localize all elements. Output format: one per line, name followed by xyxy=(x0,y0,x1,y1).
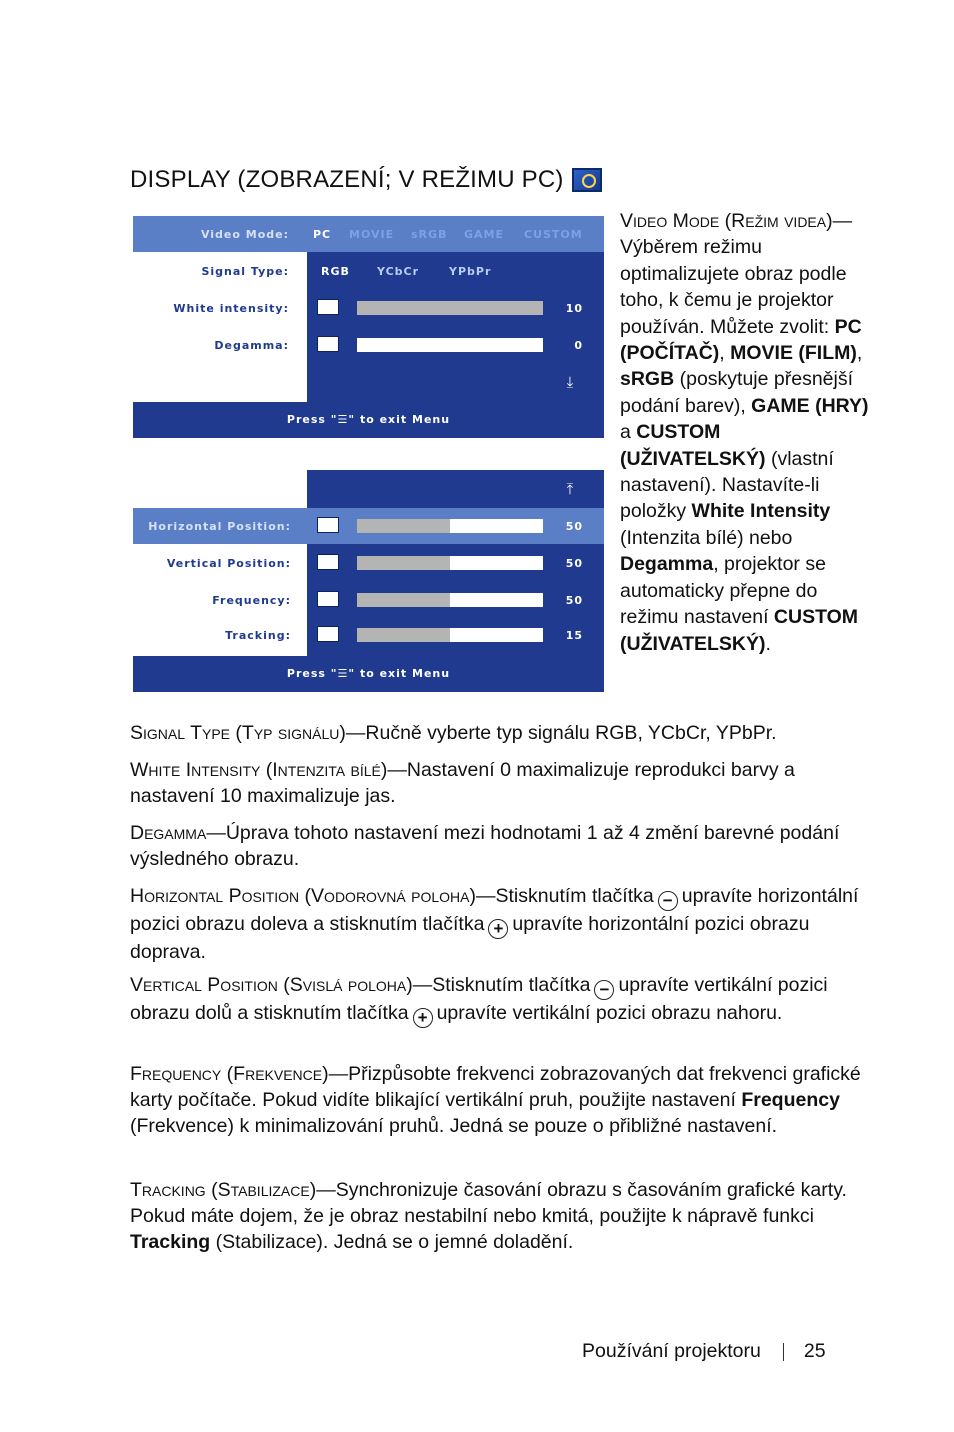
text: (Intenzita bílé) nebo xyxy=(620,526,793,549)
white-intensity-term: White Intensity xyxy=(691,500,831,523)
frequency-slider[interactable] xyxy=(357,593,543,607)
vertical-position-value: 50 xyxy=(565,557,583,570)
minus-button-icon: − xyxy=(594,980,614,1000)
osd-row-degamma[interactable] xyxy=(133,327,604,363)
minus-button-icon: − xyxy=(658,891,678,911)
footer-section: Používání projektoru xyxy=(582,1340,761,1362)
osd-row-signal-type[interactable] xyxy=(133,253,604,289)
osd-row-horizontal-position[interactable] xyxy=(133,508,604,544)
osd-menu-display xyxy=(133,216,604,438)
video-mode-heading: Video Mode (Režim videa) xyxy=(620,210,833,232)
frequency-paragraph xyxy=(130,1061,870,1140)
text: upravíte vertikální pozici obrazu dolů a stisknutím tlačítka xyxy=(130,974,828,1024)
tracking-label: Tracking: xyxy=(225,629,291,642)
vertical-position-paragraph xyxy=(130,972,870,1028)
tracking-term: Tracking xyxy=(130,1231,211,1254)
tracking-value: 15 xyxy=(565,629,583,642)
frequency-term: Frequency xyxy=(741,1089,840,1112)
degamma-heading: Degamma xyxy=(130,822,207,844)
custom-term: CUSTOM (UŽIVATELSKÝ) xyxy=(620,606,859,655)
text: —Stisknutím tlačítka xyxy=(412,974,591,996)
text: upravíte vertikální pozici obrazu nahoru. xyxy=(436,1002,783,1024)
white-intensity-icon xyxy=(317,299,339,315)
osd-row-vertical-position[interactable] xyxy=(133,545,604,581)
signal-type-paragraph xyxy=(130,720,870,746)
scroll-down-icon[interactable]: ⤓ xyxy=(566,373,574,391)
srgb-term: sRGB xyxy=(620,368,675,391)
osd-footer-text: Press "☰" to exit Menu xyxy=(286,413,451,426)
tracking-slider[interactable] xyxy=(357,628,543,642)
text: . xyxy=(765,632,771,655)
signal-type-label: Signal Type: xyxy=(201,265,289,278)
video-mode-option[interactable]: MOVIE xyxy=(349,228,395,241)
white-intensity-label: White intensity: xyxy=(173,302,289,315)
video-mode-option[interactable]: GAME xyxy=(464,228,505,241)
horizontal-position-value: 50 xyxy=(565,520,583,533)
text: —Úprava tohoto nastavení mezi hodnotami 1 až 4 změní barevné podání výsledného obrazu. xyxy=(130,822,840,871)
text: —Ručně vyberte typ signálu RGB, YCbCr, YPbPr. xyxy=(345,722,777,744)
custom-term: CUSTOM (UŽIVATELSKÝ) xyxy=(620,421,766,470)
video-mode-option[interactable]: PC xyxy=(313,228,332,241)
osd-row-tracking[interactable] xyxy=(133,617,604,653)
white-intensity-paragraph xyxy=(130,757,870,809)
video-mode-description: Video Mode (Režim videa)—Výběrem režimu optimalizujete obraz podle toho, k čemu je projektor používán. Můžete zvolit: PC (POČÍTAČ), MOVIE (FILM), sRGB (poskytuje přesnější podání barev), GAME (HRY) a CUSTOM (UŽIVATELSKÝ) (vlastní nastavení). Nastavíte-li položky White Intensity (Intenzita bílé) nebo Degamma, projektor se automaticky přepne do režimu nastavení CUSTOM (UŽIVATELSKÝ). xyxy=(620,210,869,655)
osd-row-video-mode[interactable] xyxy=(133,216,604,252)
horizontal-position-icon xyxy=(317,517,339,533)
degamma-label: Degamma: xyxy=(214,339,289,352)
signal-type-option[interactable]: YPbPr xyxy=(449,265,492,278)
degamma-paragraph xyxy=(130,820,870,872)
page-footer xyxy=(582,1340,826,1363)
text: , projektor se automaticky přepne do režimu nastavení xyxy=(620,553,826,629)
video-mode-label: Video Mode: xyxy=(200,228,289,241)
video-mode-option[interactable]: CUSTOM xyxy=(524,228,583,241)
page-title-text: DISPLAY (ZOBRAZENÍ; V REŽIMU PC) xyxy=(130,166,564,193)
text: (vlastní nastavení). Nastavíte-li položky xyxy=(620,447,834,523)
vertical-position-slider[interactable] xyxy=(357,556,543,570)
horizontal-position-paragraph xyxy=(130,883,870,965)
white-intensity-value: 10 xyxy=(565,302,583,315)
plus-button-icon: + xyxy=(488,919,508,939)
horizontal-position-slider[interactable] xyxy=(357,519,543,533)
vertical-position-icon xyxy=(317,554,339,570)
white-intensity-slider[interactable] xyxy=(357,301,543,315)
tracking-heading: Tracking (Stabilizace) xyxy=(130,1179,317,1201)
degamma-slider[interactable] xyxy=(357,338,543,352)
osd-menu-position xyxy=(133,470,604,692)
signal-type-option[interactable]: YCbCr xyxy=(377,265,420,278)
osd-footer-text: Press "☰" to exit Menu xyxy=(286,667,451,680)
page-number: 25 xyxy=(803,1340,826,1362)
osd-row-frequency[interactable] xyxy=(133,582,604,618)
signal-type-heading: Signal Type (Typ signálu) xyxy=(130,722,346,744)
text: —Stisknutím tlačítka xyxy=(476,885,654,907)
white-intensity-heading: White Intensity (Intenzita bílé) xyxy=(130,759,388,781)
text: (Frekvence) k minimalizování pruhů. Jedná se pouze o přibližné nastavení. xyxy=(130,1115,778,1138)
video-mode-option[interactable]: sRGB xyxy=(411,228,448,241)
text: —Synchronizuje časování obrazu s časováním grafické karty. Pokud máte dojem, že je obraz nestabilní nebo kmitá, použijte k nápravě funkci xyxy=(130,1179,847,1228)
vertical-position-label: Vertical Position: xyxy=(166,557,291,570)
game-term: GAME (HRY) xyxy=(751,394,869,417)
horizontal-position-label: Horizontal Position: xyxy=(148,520,291,533)
text: —Výběrem režimu optimalizujete obraz podle toho, k čemu je projektor používán. Můžete zvolit: xyxy=(620,210,853,338)
text: —Přizpůsobte frekvenci zobrazovaných dat frekvenci grafické karty počítače. Pokud vidíte blikající vertikální pruh, použijte nastavení xyxy=(130,1063,861,1112)
text: upravíte horizontální pozici obrazu doleva a stisknutím tlačítka xyxy=(130,885,859,935)
text: a xyxy=(620,421,637,444)
pc-term: PC (POČÍTAČ) xyxy=(620,315,862,365)
frequency-icon xyxy=(317,591,339,607)
osd-row-white-intensity[interactable] xyxy=(133,290,604,326)
footer-divider xyxy=(783,1343,784,1361)
display-icon xyxy=(572,168,602,192)
tracking-icon xyxy=(317,626,339,642)
text: (Stabilizace). Jedná se o jemné doladění. xyxy=(210,1231,574,1254)
movie-term: MOVIE (FILM) xyxy=(730,342,857,365)
frequency-label: Frequency: xyxy=(212,594,291,607)
signal-type-option[interactable]: RGB xyxy=(321,265,350,278)
tracking-paragraph xyxy=(130,1177,870,1256)
osd-footer xyxy=(133,656,604,692)
degamma-icon xyxy=(317,336,339,352)
scroll-up-icon[interactable]: ⤒ xyxy=(566,480,574,498)
text: upravíte horizontální pozici obrazu doprava. xyxy=(130,913,810,963)
text: (poskytuje přesnější podání barev), xyxy=(620,368,854,417)
osd-footer xyxy=(133,402,604,438)
plus-button-icon: + xyxy=(413,1008,433,1028)
degamma-term: Degamma xyxy=(620,553,714,576)
frequency-heading: Frequency (Frekvence) xyxy=(130,1063,329,1085)
frequency-value: 50 xyxy=(565,594,583,607)
vertical-position-heading: Vertical Position (Svislá poloha) xyxy=(130,974,413,996)
text: —Nastavení 0 maximalizuje reprodukci barvy a nastavení 10 maximalizuje jas. xyxy=(130,759,795,808)
degamma-value: 0 xyxy=(574,339,583,352)
horizontal-position-heading: Horizontal Position (Vodorovná poloha) xyxy=(130,885,476,907)
page-title xyxy=(130,166,602,194)
